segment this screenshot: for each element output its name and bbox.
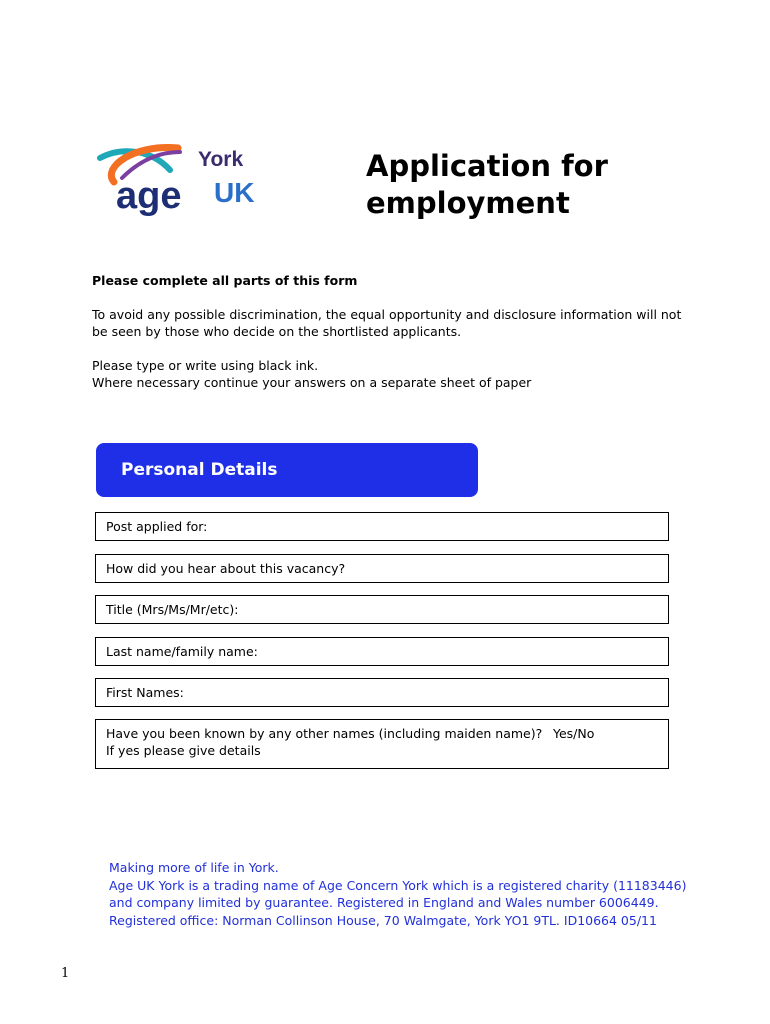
personal-details-banner: [96, 443, 478, 497]
first-names-field[interactable]: [95, 678, 669, 707]
footer-line-2: and company limited by guarantee. Registered in England and Wales number 6006449.: [109, 895, 659, 910]
footer-tagline: Making more of life in York.: [109, 860, 279, 875]
post-applied-field[interactable]: [95, 512, 669, 541]
title-label: Title (Mrs/Ms/Mr/etc):: [106, 602, 239, 617]
how-heard-label: How did you hear about this vacancy?: [106, 561, 346, 576]
other-names-field[interactable]: [95, 719, 669, 769]
other-names-options: Yes/No: [553, 726, 595, 741]
other-names-details: If yes please give details: [106, 743, 261, 758]
continue-note: Where necessary continue your answers on a separate sheet of paper: [92, 375, 532, 390]
other-names-question: Have you been known by any other names (including maiden name)?: [106, 726, 543, 741]
last-name-field[interactable]: [95, 637, 669, 666]
footer-line-3: Registered office: Norman Collinson House, 70 Walmgate, York YO1 9TL. ID10664 05/11: [109, 912, 657, 928]
logo-york-text: York: [198, 148, 244, 171]
last-name-label: Last name/family name:: [106, 644, 258, 659]
age-uk-york-logo: [92, 138, 292, 218]
instructions-heading: Please complete all parts of this form: [92, 273, 358, 288]
title-field[interactable]: [95, 595, 669, 624]
other-names-row: [106, 725, 658, 742]
logo-uk-text: UK: [214, 177, 255, 208]
first-names-label: First Names:: [106, 685, 184, 700]
post-applied-label: Post applied for:: [106, 519, 208, 534]
intro-block: [92, 272, 692, 391]
footer-block: [109, 859, 729, 929]
discrimination-note: To avoid any possible discrimination, the equal opportunity and disclosure information will not be seen by those who decide on the shortlisted applicants.: [92, 307, 682, 339]
ink-note: Please type or write using black ink.: [92, 358, 319, 373]
footer-line-1: Age UK York is a trading name of Age Concern York which is a registered charity (11183446): [109, 877, 687, 893]
how-heard-field[interactable]: [95, 554, 669, 583]
logo-age-text: age: [116, 175, 182, 217]
section-title: Personal Details: [121, 460, 278, 480]
document-title: Application for employment: [366, 149, 608, 220]
page-number: 1: [61, 966, 70, 981]
